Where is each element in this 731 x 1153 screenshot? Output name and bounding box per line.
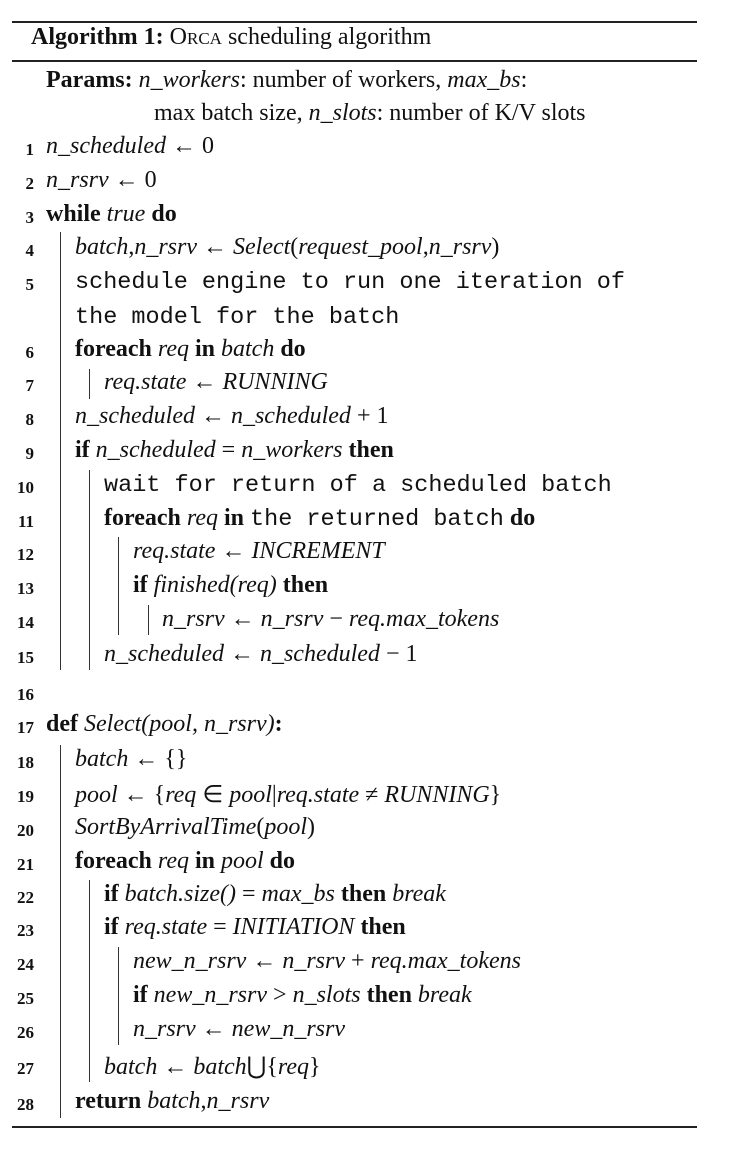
line-number: 8 xyxy=(25,410,34,429)
line-text xyxy=(46,201,177,228)
line-number: 13 xyxy=(17,579,34,598)
code-token: Select xyxy=(233,234,291,260)
code-token: if xyxy=(104,881,125,907)
code-token: foreach xyxy=(75,336,158,362)
line-number: 2 xyxy=(25,174,34,193)
line-text xyxy=(75,814,315,841)
code-token: if xyxy=(133,572,154,598)
line-text xyxy=(162,606,499,633)
code-token: n_scheduled xyxy=(95,437,216,463)
code-token: ( xyxy=(256,814,265,840)
line-number: 24 xyxy=(17,955,34,974)
code-token: n_rsrv xyxy=(260,606,324,632)
line-number: 6 xyxy=(25,343,34,362)
code-token: n_rsrv xyxy=(134,234,197,260)
code-token: n_workers xyxy=(138,67,240,93)
title-rest: scheduling algorithm xyxy=(221,24,432,50)
bottom-rule xyxy=(12,1126,697,1128)
code-token: SortByArrivalTime xyxy=(75,814,257,840)
line-text xyxy=(104,505,535,533)
code-token: ← xyxy=(186,369,223,395)
code-token: n_slots xyxy=(308,100,377,126)
line-text xyxy=(75,268,625,296)
code-token: the returned batch xyxy=(250,506,504,533)
line-text xyxy=(104,914,406,941)
indent-bar xyxy=(60,232,61,670)
line-number: 23 xyxy=(17,921,34,940)
line-number: 19 xyxy=(17,787,34,806)
code-token: max_bs xyxy=(261,881,335,907)
code-token: ← 0 xyxy=(165,133,214,159)
code-token: req.max_tokens xyxy=(370,948,521,974)
code-token: INITIATION xyxy=(232,914,355,940)
code-token: batch xyxy=(104,1054,158,1080)
code-token: : xyxy=(274,711,283,737)
code-token: n_scheduled xyxy=(259,641,380,667)
code-token: n_rsrv xyxy=(206,1088,270,1114)
code-token: req.state xyxy=(276,782,360,808)
code-token: ← xyxy=(195,1016,232,1042)
code-token: ← 0 xyxy=(108,167,157,193)
line-number: 14 xyxy=(17,613,34,632)
code-token: > xyxy=(267,982,293,1008)
code-token: + 1 xyxy=(350,403,389,429)
line-text xyxy=(75,1088,269,1115)
line-text xyxy=(75,403,388,430)
indent-bar xyxy=(89,369,90,399)
code-token: true xyxy=(106,201,146,227)
code-token: ≠ xyxy=(359,782,385,808)
code-token: batch xyxy=(147,1088,201,1114)
line-text xyxy=(104,881,446,908)
code-token: if xyxy=(133,982,154,1008)
code-token: batch xyxy=(193,1054,247,1080)
line-text xyxy=(133,538,385,565)
code-token: , xyxy=(200,1088,207,1114)
line-text xyxy=(104,1052,321,1081)
line-text xyxy=(46,133,214,160)
code-token: n_scheduled xyxy=(230,403,351,429)
code-token: new_n_rsrv xyxy=(133,948,247,974)
code-token: = xyxy=(207,914,233,940)
line-number: 17 xyxy=(17,718,34,737)
line-text xyxy=(104,369,328,396)
line-text xyxy=(133,572,328,599)
code-token: in xyxy=(217,505,250,531)
code-token: then xyxy=(360,982,418,1008)
code-token: ← xyxy=(215,538,252,564)
code-token: new_n_rsrv xyxy=(231,1016,346,1042)
code-token: | xyxy=(271,782,277,808)
code-token: n_slots xyxy=(292,982,361,1008)
code-token: pool xyxy=(229,782,272,808)
code-token: n_scheduled xyxy=(75,403,195,429)
code-token: req xyxy=(277,1054,309,1080)
code-token: ( xyxy=(290,234,299,260)
code-token: ← { xyxy=(117,782,166,808)
code-token: then xyxy=(342,437,394,463)
line-number: 7 xyxy=(25,376,34,395)
code-token: batch xyxy=(221,336,275,362)
code-token: ) xyxy=(307,814,315,840)
code-token: : xyxy=(520,67,528,93)
top-rule xyxy=(12,21,697,23)
params-line-2 xyxy=(154,100,586,127)
code-token: } xyxy=(489,782,502,808)
line-text xyxy=(104,471,612,499)
indent-bar xyxy=(118,947,119,1045)
line-number: 15 xyxy=(17,648,34,667)
code-token: in xyxy=(188,848,221,874)
algorithm-title xyxy=(31,24,431,51)
line-number: 22 xyxy=(17,888,34,907)
line-number: 28 xyxy=(17,1095,34,1114)
code-token: req.max_tokens xyxy=(348,606,500,632)
code-token: : number of workers, xyxy=(239,67,448,93)
indent-bar xyxy=(89,880,90,1082)
code-token: RUNNING xyxy=(384,782,490,808)
code-token: req xyxy=(186,505,218,531)
code-token: max_bs xyxy=(447,67,521,93)
code-token: return xyxy=(75,1088,148,1114)
code-token: − 1 xyxy=(379,641,418,667)
line-number: 21 xyxy=(17,855,34,874)
line-number: 27 xyxy=(17,1059,34,1078)
code-token: req xyxy=(165,782,197,808)
indent-bar xyxy=(89,470,90,670)
code-token: : number of K/V slots xyxy=(376,100,586,126)
code-token: ← {} xyxy=(128,746,188,772)
line-text xyxy=(75,336,306,363)
line-number: 4 xyxy=(25,241,34,260)
code-token: req xyxy=(157,848,189,874)
line-number: 1 xyxy=(25,140,34,159)
line-number: 12 xyxy=(17,545,34,564)
code-token: ← xyxy=(223,641,260,667)
line-number: 3 xyxy=(25,208,34,227)
code-token: then xyxy=(354,914,406,940)
code-token: ← xyxy=(194,403,231,429)
code-token: do xyxy=(503,505,536,531)
line-text xyxy=(46,711,283,738)
line-number: 20 xyxy=(17,821,34,840)
code-token: Select(pool, n_rsrv) xyxy=(84,711,275,737)
code-token: req.state xyxy=(104,369,187,395)
code-token: foreach xyxy=(104,505,187,531)
code-token: pool xyxy=(75,782,118,808)
code-token: batch xyxy=(75,746,129,772)
line-text xyxy=(46,167,157,194)
code-token: ← xyxy=(197,234,233,260)
code-token: foreach xyxy=(75,848,158,874)
code-token: max batch size, xyxy=(154,100,309,126)
code-token: wait for return of a scheduled batch xyxy=(104,472,612,499)
line-text xyxy=(133,982,472,1009)
code-token: = xyxy=(235,881,262,907)
code-token: n_rsrv xyxy=(133,1016,196,1042)
indent-bar xyxy=(60,745,61,1118)
line-number: 11 xyxy=(17,512,34,531)
code-token: def xyxy=(46,711,84,737)
title-label: Algorithm 1: xyxy=(31,24,164,50)
code-token: then xyxy=(276,572,329,598)
code-token: ) xyxy=(491,234,500,260)
title-name: Orca xyxy=(169,24,222,50)
line-number: 26 xyxy=(17,1023,34,1042)
code-token: } xyxy=(308,1054,321,1080)
code-token: in xyxy=(188,336,221,362)
line-number: 10 xyxy=(17,478,34,497)
code-token: req.state xyxy=(124,914,208,940)
code-token: ⋃{ xyxy=(246,1054,278,1080)
indent-bar xyxy=(118,537,119,635)
code-token: ← xyxy=(224,606,261,632)
line-number: 16 xyxy=(17,685,34,704)
code-token: n_scheduled xyxy=(46,133,166,159)
code-token: req.state xyxy=(133,538,216,564)
code-token: pool xyxy=(221,848,264,874)
code-token: schedule engine to run one iteration of xyxy=(75,269,625,296)
code-token: break xyxy=(392,881,446,907)
code-token: the model for the batch xyxy=(75,304,400,331)
code-token: n_rsrv xyxy=(282,948,346,974)
code-token: INCREMENT xyxy=(251,538,385,564)
code-token: if xyxy=(75,437,96,463)
code-token: batch.size() xyxy=(124,881,236,907)
code-token: request_pool xyxy=(298,234,423,260)
line-text xyxy=(75,234,499,261)
code-token: RUNNING xyxy=(222,369,328,395)
code-token: do xyxy=(145,201,177,227)
code-token: pool xyxy=(264,814,307,840)
code-token: batch xyxy=(75,234,129,260)
code-token: req xyxy=(157,336,189,362)
line-text xyxy=(75,303,399,331)
line-number: 25 xyxy=(17,989,34,1008)
code-token: n_rsrv xyxy=(46,167,109,193)
line-text xyxy=(133,1016,345,1043)
code-token: ← xyxy=(157,1054,194,1080)
line-text xyxy=(75,746,187,773)
code-token: finished(req) xyxy=(153,572,277,598)
code-token: break xyxy=(417,982,472,1008)
code-token: n_workers xyxy=(241,437,343,463)
code-token: while xyxy=(46,201,107,227)
code-token: , xyxy=(128,234,135,260)
title-rule xyxy=(12,60,697,62)
line-number: 9 xyxy=(25,444,34,463)
code-token: − xyxy=(323,606,349,632)
code-token: do xyxy=(274,336,306,362)
code-token: if xyxy=(104,914,125,940)
line-text xyxy=(133,948,521,975)
code-token: ← xyxy=(246,948,283,974)
indent-bar xyxy=(148,605,149,635)
code-token: + xyxy=(345,948,371,974)
line-number: 18 xyxy=(17,753,34,772)
line-text xyxy=(75,780,501,809)
code-token: ∈ xyxy=(196,782,230,808)
code-token: n_scheduled xyxy=(104,641,224,667)
code-token: new_n_rsrv xyxy=(153,982,268,1008)
params-label: Params: xyxy=(46,67,133,93)
line-text xyxy=(75,848,295,875)
line-text xyxy=(75,437,394,464)
code-token: = xyxy=(215,437,242,463)
params-line-1 xyxy=(46,67,527,94)
code-token: n_rsrv xyxy=(162,606,225,632)
code-token: then xyxy=(334,881,393,907)
line-number: 5 xyxy=(25,275,34,294)
code-token: n_rsrv xyxy=(428,234,492,260)
code-token: do xyxy=(263,848,296,874)
code-token: , xyxy=(422,234,429,260)
line-text xyxy=(104,641,417,668)
